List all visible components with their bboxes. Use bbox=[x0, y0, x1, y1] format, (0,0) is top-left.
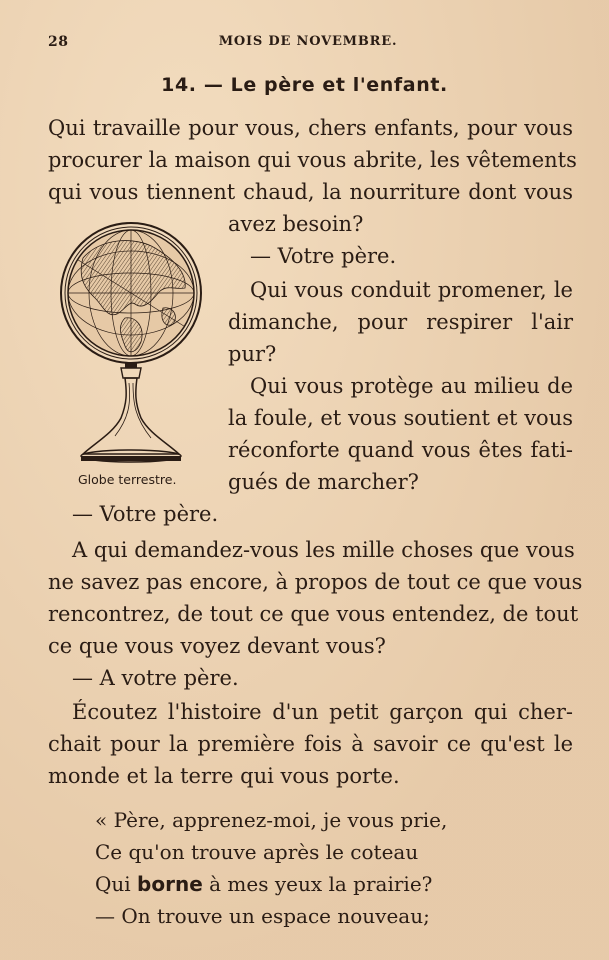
reply3: — A votre père. bbox=[72, 666, 239, 690]
paragraph5-line1: Écoutez l'histoire d'un petit garçon qui cher- bbox=[72, 700, 573, 724]
lesson-title: 14. — Le père et l'enfant. bbox=[161, 74, 448, 96]
paragraph4-line3: rencontrez, de tout ce que vous entendez, de tout bbox=[48, 602, 579, 626]
paragraph3-line3: réconforte quand vous êtes fati- bbox=[228, 438, 573, 462]
reply2: — Votre père. bbox=[72, 502, 219, 526]
poem-line3-bold: borne bbox=[137, 872, 203, 896]
running-title: MOIS DE NOVEMBRE. bbox=[218, 34, 398, 49]
paragraph4-line1: A qui demandez-vous les mille choses que vous bbox=[72, 538, 575, 562]
poem-line1: « Père, apprenez-moi, je vous prie, bbox=[95, 808, 448, 832]
globe-illustration bbox=[55, 218, 207, 473]
poem-line3-after: à mes yeux la prairie? bbox=[209, 872, 433, 896]
poem-line4: — On trouve un espace nouveau; bbox=[95, 904, 430, 928]
paragraph2-line2: dimanche, pour respirer l'air bbox=[228, 310, 573, 334]
paragraph3-line1: Qui vous protège au milieu de bbox=[250, 374, 573, 398]
paragraph3-line4: gués de marcher? bbox=[228, 470, 419, 494]
paragraph4-line4: ce que vous voyez devant vous? bbox=[48, 634, 386, 658]
poem-line3-before: Qui bbox=[95, 872, 131, 896]
paragraph1-line2: procurer la maison qui vous abrite, les vêtements bbox=[48, 148, 577, 172]
paragraph5-line3: monde et la terre qui vous porte. bbox=[48, 764, 400, 788]
paragraph5-line2: chait pour la première fois à savoir ce qu'est le bbox=[48, 732, 573, 756]
page-number: 28 bbox=[48, 34, 69, 50]
paragraph1-line4: avez besoin? bbox=[228, 212, 364, 236]
paragraph3-line2: la foule, et vous soutient et vous bbox=[228, 406, 573, 430]
paragraph1-line3: qui vous tiennent chaud, la nourriture dont vous bbox=[48, 180, 573, 204]
paragraph2-line1: Qui vous conduit promener, le bbox=[250, 278, 573, 302]
poem-line2: Ce qu'on trouve après le coteau bbox=[95, 840, 419, 864]
poem-line3 bbox=[95, 872, 432, 896]
page-header bbox=[48, 34, 568, 56]
reply1: — Votre père. bbox=[250, 244, 397, 268]
paragraph4-line2: ne savez pas encore, à propos de tout ce que vous bbox=[48, 570, 583, 594]
paragraph1-line1: Qui travaille pour vous, chers enfants, pour vous bbox=[48, 116, 573, 140]
figure-caption: Globe terrestre. bbox=[78, 472, 177, 487]
paragraph2-line3: pur? bbox=[228, 342, 277, 366]
